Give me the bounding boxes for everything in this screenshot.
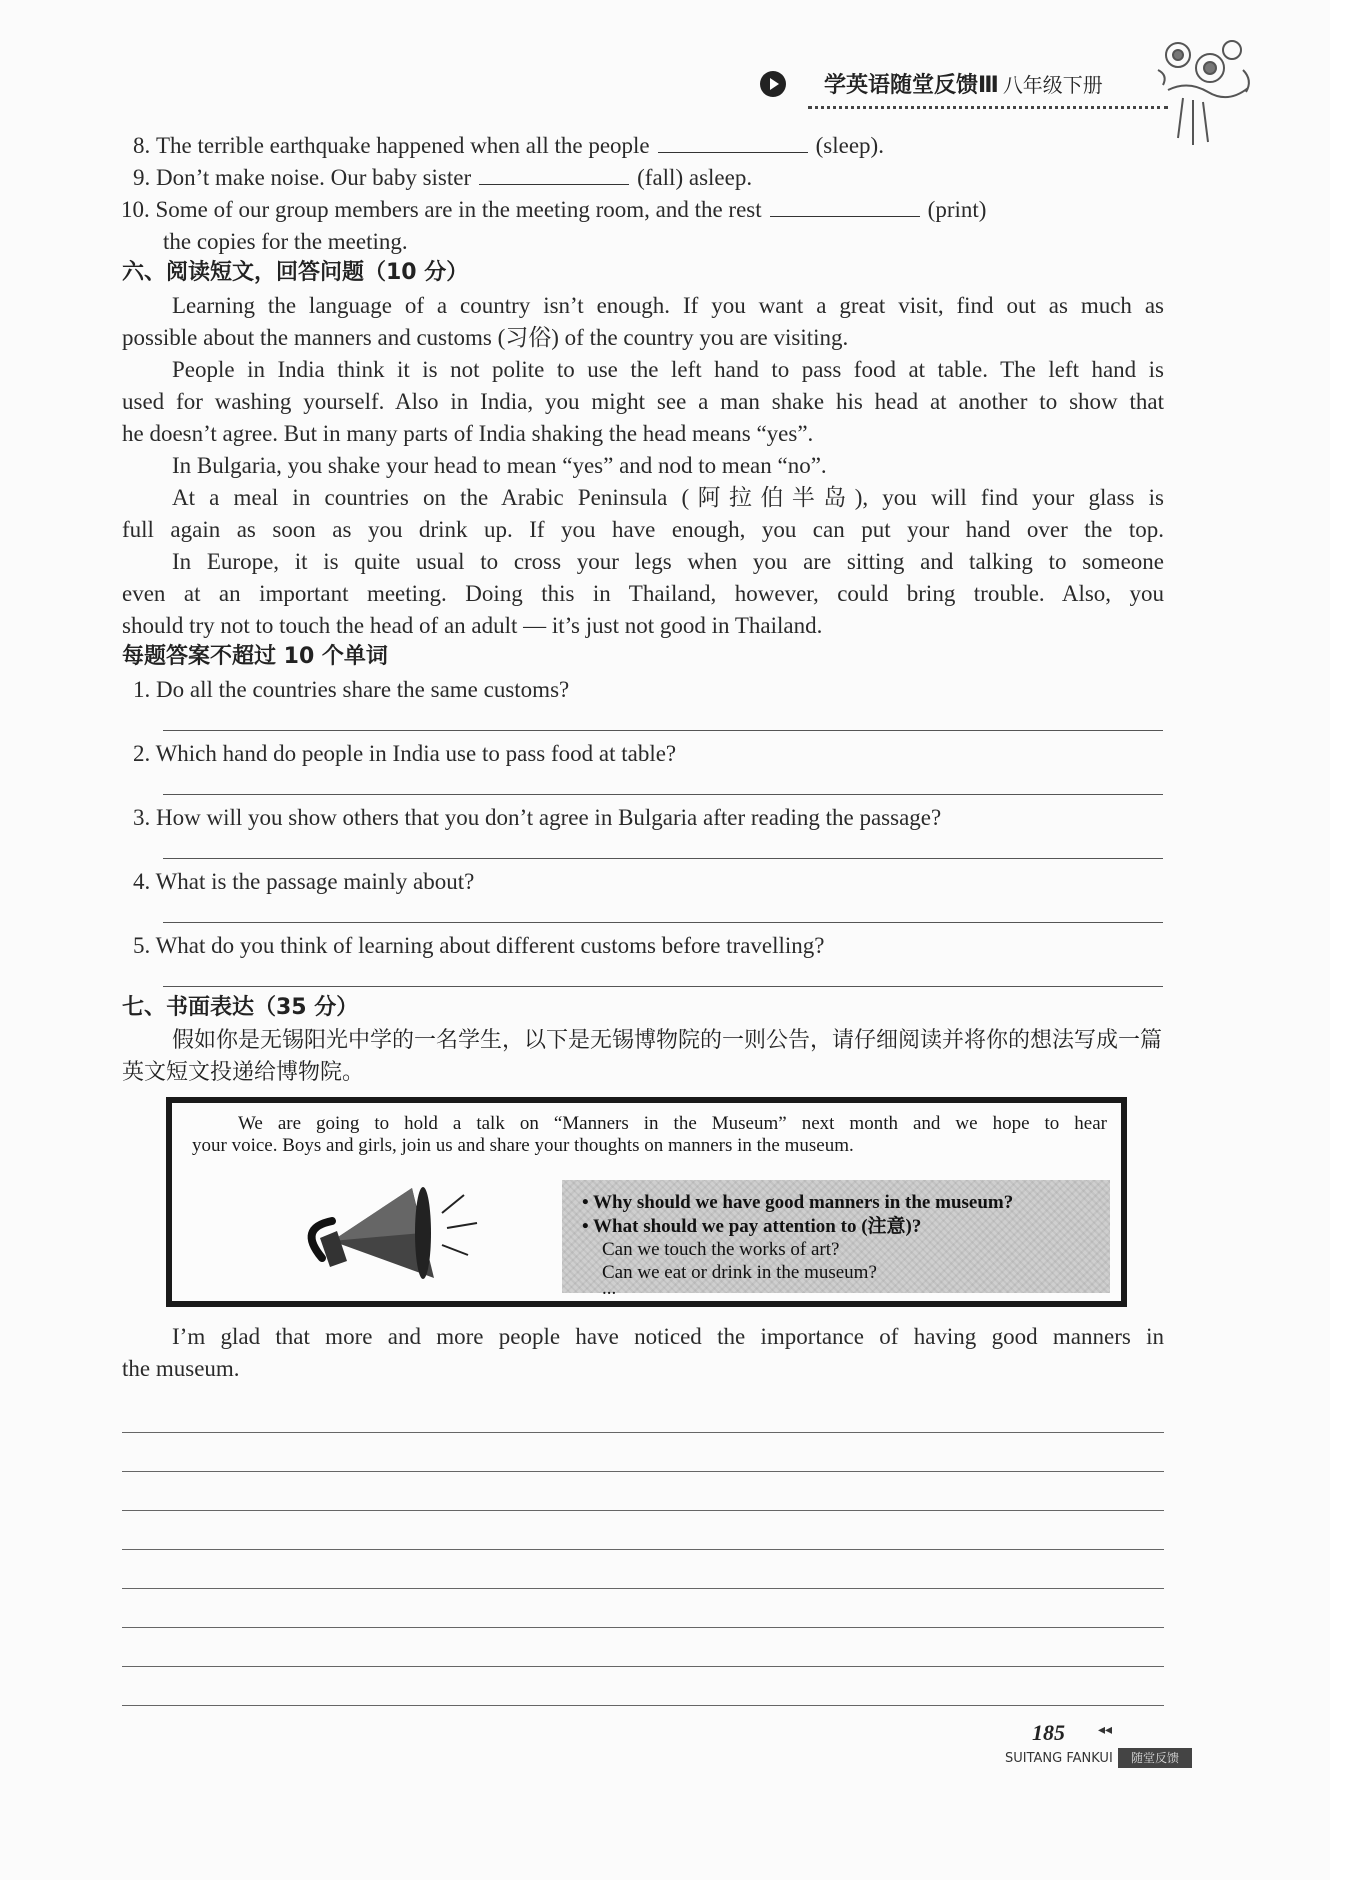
notice-ellipsis: ...: [602, 1278, 617, 1299]
essay-opening-line: I’m glad that more and more people have noticed the importance of having good manners in: [172, 1324, 1164, 1349]
notice-subquestion-1: Can we touch the works of art?: [602, 1239, 840, 1260]
museum-notice-box: [166, 1097, 1127, 1307]
writing-line[interactable]: [122, 1549, 1164, 1550]
question-3: 3. How will you show others that you don’t agree in Bulgaria after reading the passage?: [133, 805, 942, 830]
passage-line: even at an important meeting. Doing this in Thailand, however, could bring trouble. Also, you: [122, 581, 1164, 606]
writing-line[interactable]: [122, 1627, 1164, 1628]
answer-blank[interactable]: [479, 164, 629, 185]
passage-line: he doesn’t agree. But in many parts of India shaking the head means “yes”.: [122, 421, 814, 446]
notice-text: [192, 1113, 1107, 1157]
answer-line-3[interactable]: [163, 858, 1163, 859]
page-number: 185: [1032, 1720, 1065, 1745]
passage-line: possible about the manners and customs (习俗) of the country you are visiting.: [122, 325, 849, 350]
notice-line: We are going to hold a talk on “Manners in the Museum” next month and we hope to hear: [238, 1113, 1107, 1134]
answer-blank[interactable]: [770, 196, 920, 217]
answer-line-2[interactable]: [163, 794, 1163, 795]
answer-line-1[interactable]: [163, 730, 1163, 731]
passage-line: People in India think it is not polite to use the left hand to pass food at table. The left hand is: [172, 357, 1164, 382]
questions-panel: [562, 1180, 1110, 1299]
footer-badge: 随堂反馈: [1118, 1748, 1192, 1768]
question-2: 2. Which hand do people in India use to pass food at table?: [133, 741, 677, 766]
essay-opening-line: the museum.: [122, 1356, 240, 1381]
passage-line: In Europe, it is quite usual to cross your legs when you are sitting and talking to someone: [172, 549, 1164, 574]
header-dotted-rule: [808, 106, 1168, 109]
question-4: 4. What is the passage mainly about?: [133, 869, 475, 894]
writing-section-heading: 七、书面表达（35 分）: [122, 995, 359, 1020]
blank-item-9: 9. Don’t make noise. Our baby sister (fall) asleep.: [133, 165, 753, 190]
question-1: 1. Do all the countries share the same customs?: [133, 677, 570, 702]
question-5: 5. What do you think of learning about different customs before travelling?: [133, 933, 825, 958]
blank-item-10: 10. Some of our group members are in the meeting room, and the rest (print): [121, 197, 987, 222]
notice-line: your voice. Boys and girls, join us and share your thoughts on manners in the museum.: [192, 1135, 854, 1156]
answer-instruction: 每题答案不超过 10 个单词: [122, 644, 388, 669]
writing-line[interactable]: [122, 1471, 1164, 1472]
writing-prompt: 假如你是无锡阳光中学的一名学生，以下是无锡博物院的一则公告，请仔细阅读并将你的想法写成一篇英文短文投递给博物院。: [122, 1028, 1163, 1085]
blank-item-8: 8. The terrible earthquake happened when all the people (sleep).: [133, 133, 884, 158]
book-grade: 八年级下册: [1002, 73, 1103, 97]
page-header: [760, 68, 1103, 99]
passage-line: Learning the language of a country isn’t enough. If you want a great visit, find out as much as: [172, 293, 1164, 318]
flower-ornament-icon: [1148, 30, 1258, 150]
arrow-icon: ◂◂: [1098, 1723, 1113, 1738]
passage-line: In Bulgaria, you shake your head to mean “yes” and nod to mean “no”.: [172, 453, 827, 478]
book-title: 学英语随堂反馈Ⅲ: [824, 73, 999, 98]
answer-blank[interactable]: [658, 132, 808, 153]
writing-line[interactable]: [122, 1588, 1164, 1589]
writing-line[interactable]: [122, 1510, 1164, 1511]
writing-line[interactable]: [122, 1432, 1164, 1433]
blank-item-10-continued: the copies for the meeting.: [163, 229, 408, 254]
reading-section-heading: 六、阅读短文，回答问题（10 分）: [122, 260, 469, 285]
answer-line-5[interactable]: [163, 986, 1163, 987]
writing-line[interactable]: [122, 1705, 1164, 1706]
notice-bullet-2: • What should we pay attention to (注意)?: [582, 1216, 922, 1237]
passage-line: used for washing yourself. Also in India, you might see a man shake his head at another to show that: [122, 389, 1164, 414]
passage-line: full again as soon as you drink up. If you have enough, you can put your hand over the top.: [122, 517, 1164, 542]
play-icon: [760, 71, 786, 97]
footer-brand: SUITANG FANKUI: [1005, 1751, 1113, 1766]
passage-line: At a meal in countries on the Arabic Peninsula (阿拉伯半岛), you will find your glass is: [172, 485, 1164, 510]
notice-subquestion-2: Can we eat or drink in the museum?: [602, 1262, 877, 1283]
megaphone-icon: [292, 1183, 482, 1298]
passage-line: should try not to touch the head of an adult — it’s just not good in Thailand.: [122, 613, 823, 638]
writing-line[interactable]: [122, 1666, 1164, 1667]
notice-bullet-1: • Why should we have good manners in the museum?: [582, 1192, 1014, 1213]
answer-line-4[interactable]: [163, 922, 1163, 923]
